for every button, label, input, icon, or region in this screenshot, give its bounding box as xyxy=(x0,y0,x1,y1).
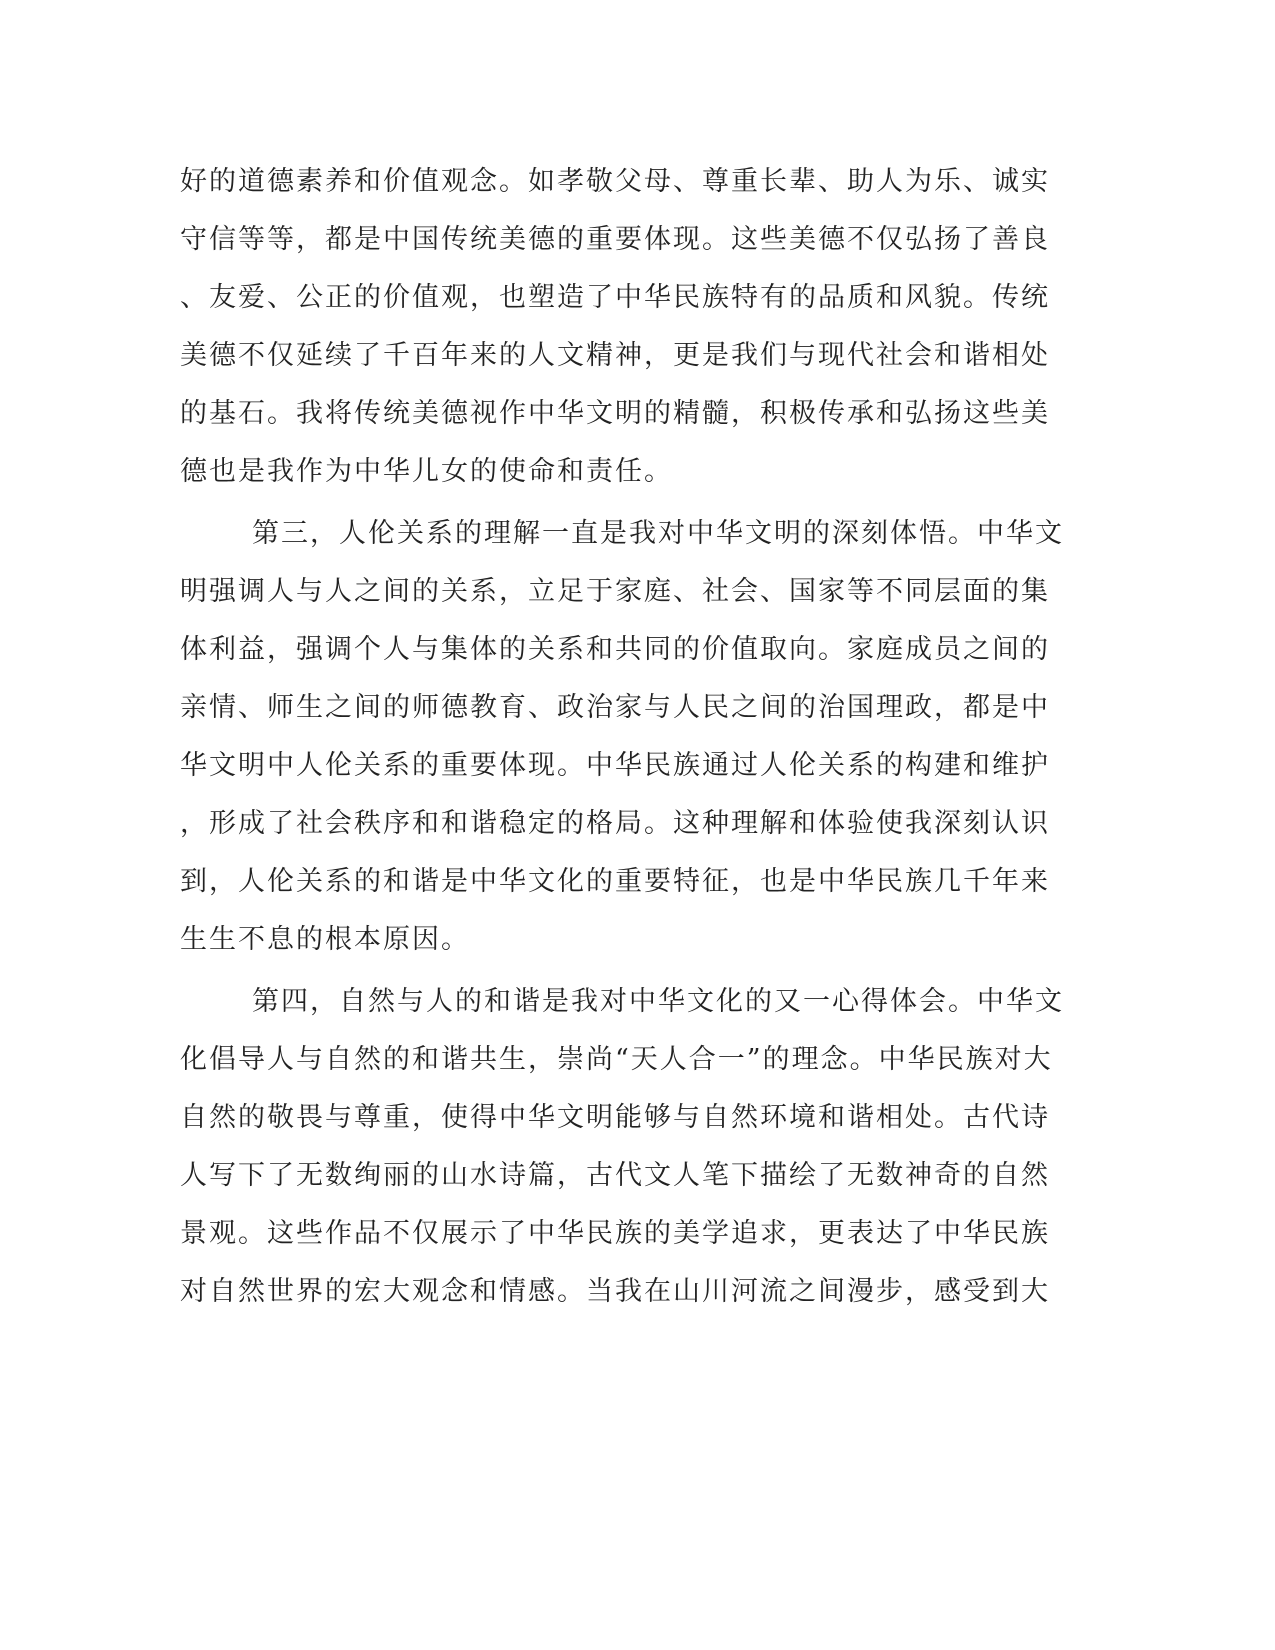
text-line: 华文明中人伦关系的重要体现。中华民族通过人伦关系的构建和维护 xyxy=(180,750,1050,781)
text-line: 化倡导人与自然的和谐共生，崇尚“天人合一”的理念。中华民族对大 xyxy=(180,1044,1053,1075)
text-line: 明强调人与人之间的关系，立足于家庭、社会、国家等不同层面的集 xyxy=(180,576,1050,607)
text-line: 到，人伦关系的和谐是中华文化的重要特征，也是中华民族几千年来 xyxy=(180,866,1050,897)
paragraph-first-line: 第三，人伦关系的理解一直是我对中华文明的深刻体悟。中华文 xyxy=(252,518,1064,549)
paragraph-first-line: 第四，自然与人的和谐是我对中华文化的又一心得体会。中华文 xyxy=(252,986,1064,1017)
text-line: 自然的敬畏与尊重，使得中华文明能够与自然环境和谐相处。古代诗 xyxy=(180,1102,1050,1133)
text-line: 德也是我作为中华儿女的使命和责任。 xyxy=(180,456,673,487)
text-line: 景观。这些作品不仅展示了中华民族的美学追求，更表达了中华民族 xyxy=(180,1218,1050,1249)
text-line: 亲情、师生之间的师德教育、政治家与人民之间的治国理政，都是中 xyxy=(180,692,1050,723)
text-line: 人写下了无数绚丽的山水诗篇，古代文人笔下描绘了无数神奇的自然 xyxy=(180,1160,1050,1191)
text-line: 、友爱、公正的价值观，也塑造了中华民族特有的品质和风貌。传统 xyxy=(180,282,1050,313)
text-line: 的基石。我将传统美德视作中华文明的精髓，积极传承和弘扬这些美 xyxy=(180,398,1050,429)
text-line: ，形成了社会秩序和和谐稳定的格局。这种理解和体验使我深刻认识 xyxy=(180,808,1050,839)
text-line: 美德不仅延续了千百年来的人文精神，更是我们与现代社会和谐相处 xyxy=(180,340,1050,371)
text-line: 生生不息的根本原因。 xyxy=(180,924,470,955)
text-line: 好的道德素养和价值观念。如孝敬父母、尊重长辈、助人为乐、诚实 xyxy=(180,166,1050,197)
text-line: 体利益，强调个人与集体的关系和共同的价值取向。家庭成员之间的 xyxy=(180,634,1050,665)
text-line: 守信等等，都是中国传统美德的重要体现。这些美德不仅弘扬了善良 xyxy=(180,224,1050,255)
text-line: 对自然世界的宏大观念和情感。当我在山川河流之间漫步，感受到大 xyxy=(180,1276,1050,1307)
